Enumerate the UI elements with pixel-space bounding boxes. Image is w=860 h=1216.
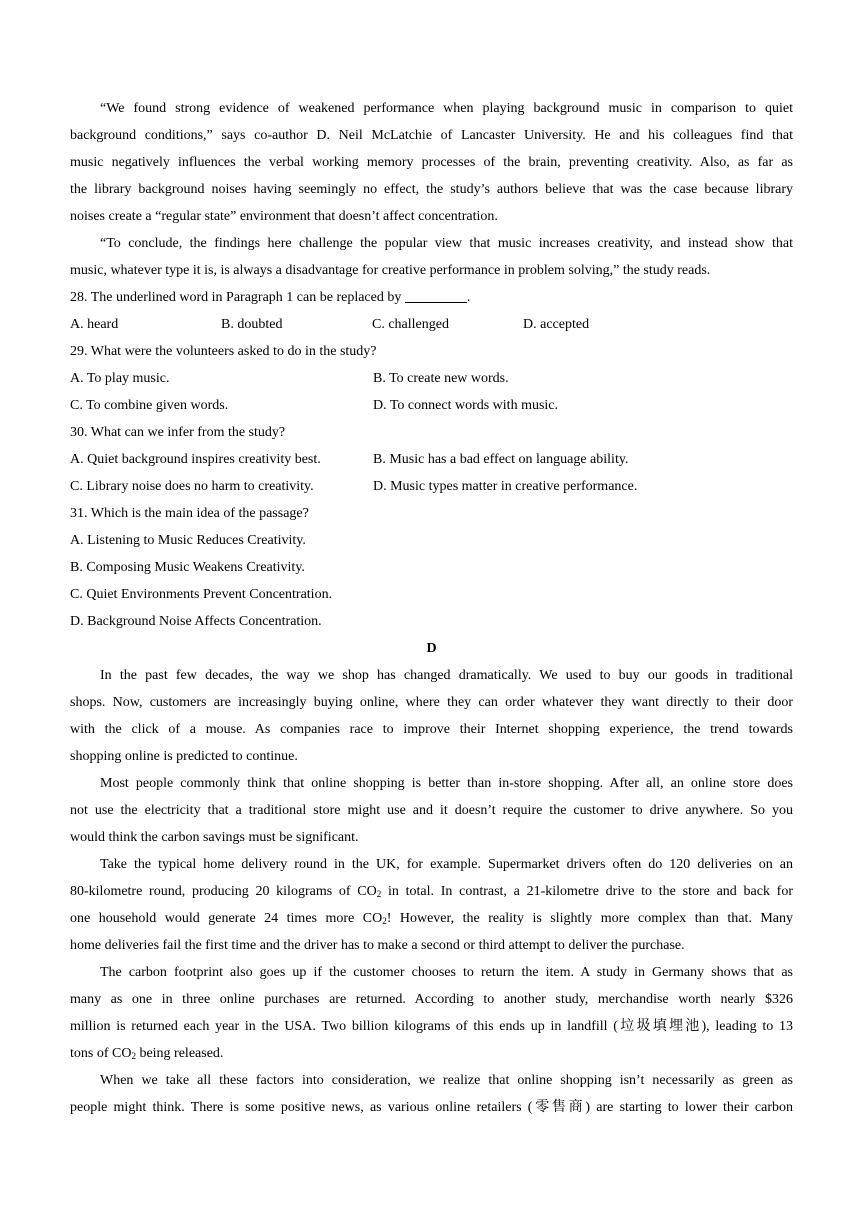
text-line: home deliveries fail the first time and the driver has to make a second or third attempt to deliver the purchase. <box>70 938 685 953</box>
option-b: B. doubted <box>221 317 283 332</box>
text-line: background conditions,” says co-author D. Neil McLatchie of Lancaster University. He and his colleagues find that <box>70 128 793 143</box>
question-30 <box>70 419 793 500</box>
text-line: shopping online is predicted to continue. <box>70 749 298 764</box>
text-line: shops. Now, customers are increasingly buying online, where they can order whatever they want directly to their door <box>70 695 793 710</box>
text-line: music, whatever type it is, is always a disadvantage for creative performance in problem solving,” the study reads. <box>70 263 711 278</box>
option-d: D. Music types matter in creative performance. <box>373 479 638 494</box>
section-heading: D <box>426 641 437 656</box>
question-28 <box>70 284 793 338</box>
question-31 <box>70 500 793 635</box>
text-line: The carbon footprint also goes up if the customer chooses to return the item. A study in Germany shows that as <box>100 965 793 980</box>
passage-d-paragraph-2 <box>70 770 793 851</box>
option-a: A. heard <box>70 317 119 332</box>
text-line: one household would generate 24 times more $CO_2$! However, the reality is slightly more complex than that. Many <box>70 911 793 926</box>
passage-d-paragraph-3 <box>70 851 793 959</box>
option-row <box>70 365 793 392</box>
option-row <box>70 473 793 500</box>
text-line: When we take all these factors into consideration, we realize that online shopping isn’t necessarily as green as <box>100 1073 793 1088</box>
text-line: tons of $CO_2$ being released. <box>70 1046 224 1061</box>
exam-page <box>70 95 793 1121</box>
text-line: music negatively influences the verbal working memory processes of the brain, preventing creativity. Also, as far as <box>70 155 793 170</box>
text-line: Most people commonly think that online shopping is better than in-store shopping. After all, an online store does <box>100 776 793 791</box>
option-c: C. Quiet Environments Prevent Concentration. <box>70 587 333 602</box>
option-a: A. Listening to Music Reduces Creativity. <box>70 533 306 548</box>
text-line: noises create a “regular state” environment that doesn’t affect concentration. <box>70 209 498 224</box>
option-c: C. challenged <box>372 317 449 332</box>
text-line: people might think. There is some positive news, as various online retailers (零售商) are starting to lower their carbon <box>70 1100 793 1115</box>
option-row <box>70 392 793 419</box>
option-c: C. To combine given words. <box>70 398 229 413</box>
passage-d-paragraph-1 <box>70 662 793 770</box>
text-line: 80-kilometre round, producing 20 kilograms of $CO_2$ in total. In contrast, a 21-kilometre drive to the store and back for <box>70 884 794 899</box>
option-b: B. Music has a bad effect on language ability. <box>373 452 629 467</box>
passage-c-paragraph-2 <box>70 230 793 284</box>
option-a: A. To play music. <box>70 371 170 386</box>
passage-d-paragraph-4 <box>70 959 793 1067</box>
text-line: not use the electricity that a traditional store might use and it doesn’t require the customer to drive anywhere. So you <box>70 803 793 818</box>
text-line: many as one in three online purchases are returned. According to another study, merchandise worth nearly $326 <box>70 992 793 1007</box>
option-a: A. Quiet background inspires creativity best. <box>70 452 321 467</box>
passage-d-paragraph-5 <box>70 1067 793 1121</box>
passage-c-paragraph-1 <box>70 95 793 230</box>
text-line: with the click of a mouse. As companies race to improve their Internet shopping experience, the trend towards <box>70 722 793 737</box>
option-row <box>70 446 793 473</box>
text-line: “We found strong evidence of weakened performance when playing background music in comparison to quiet <box>100 101 793 116</box>
option-row <box>70 311 793 338</box>
option-d: D. Background Noise Affects Concentration. <box>70 614 322 629</box>
answer-blank <box>405 288 467 303</box>
text-line: “To conclude, the findings here challenge the popular view that music increases creativity, and instead show that <box>100 236 793 251</box>
text-line: million is returned each year in the USA. Two billion kilograms of this ends up in landfill (垃圾填埋池), leading to 13 <box>70 1019 793 1034</box>
text-line: the library background noises having seemingly no effect, the study’s authors believe that was the case because library <box>70 182 793 197</box>
option-b: B. Composing Music Weakens Creativity. <box>70 560 305 575</box>
question-29 <box>70 338 793 419</box>
question-stem: 30. What can we infer from the study? <box>70 425 286 440</box>
option-d: D. To connect words with music. <box>373 398 559 413</box>
text-line: In the past few decades, the way we shop has changed dramatically. We used to buy our goods in traditional <box>100 668 793 683</box>
question-stem: 29. What were the volunteers asked to do in the study? <box>70 344 377 359</box>
text-line: would think the carbon savings must be significant. <box>70 830 359 845</box>
question-stem: 31. Which is the main idea of the passage? <box>70 506 309 521</box>
option-b: B. To create new words. <box>373 371 509 386</box>
text-line: Take the typical home delivery round in the UK, for example. Supermarket drivers often do 120 deliveries on an <box>100 857 793 872</box>
option-c: C. Library noise does no harm to creativity. <box>70 479 314 494</box>
option-d: D. accepted <box>523 317 590 332</box>
question-stem: 28. The underlined word in Paragraph 1 can be replaced by . <box>70 290 471 305</box>
